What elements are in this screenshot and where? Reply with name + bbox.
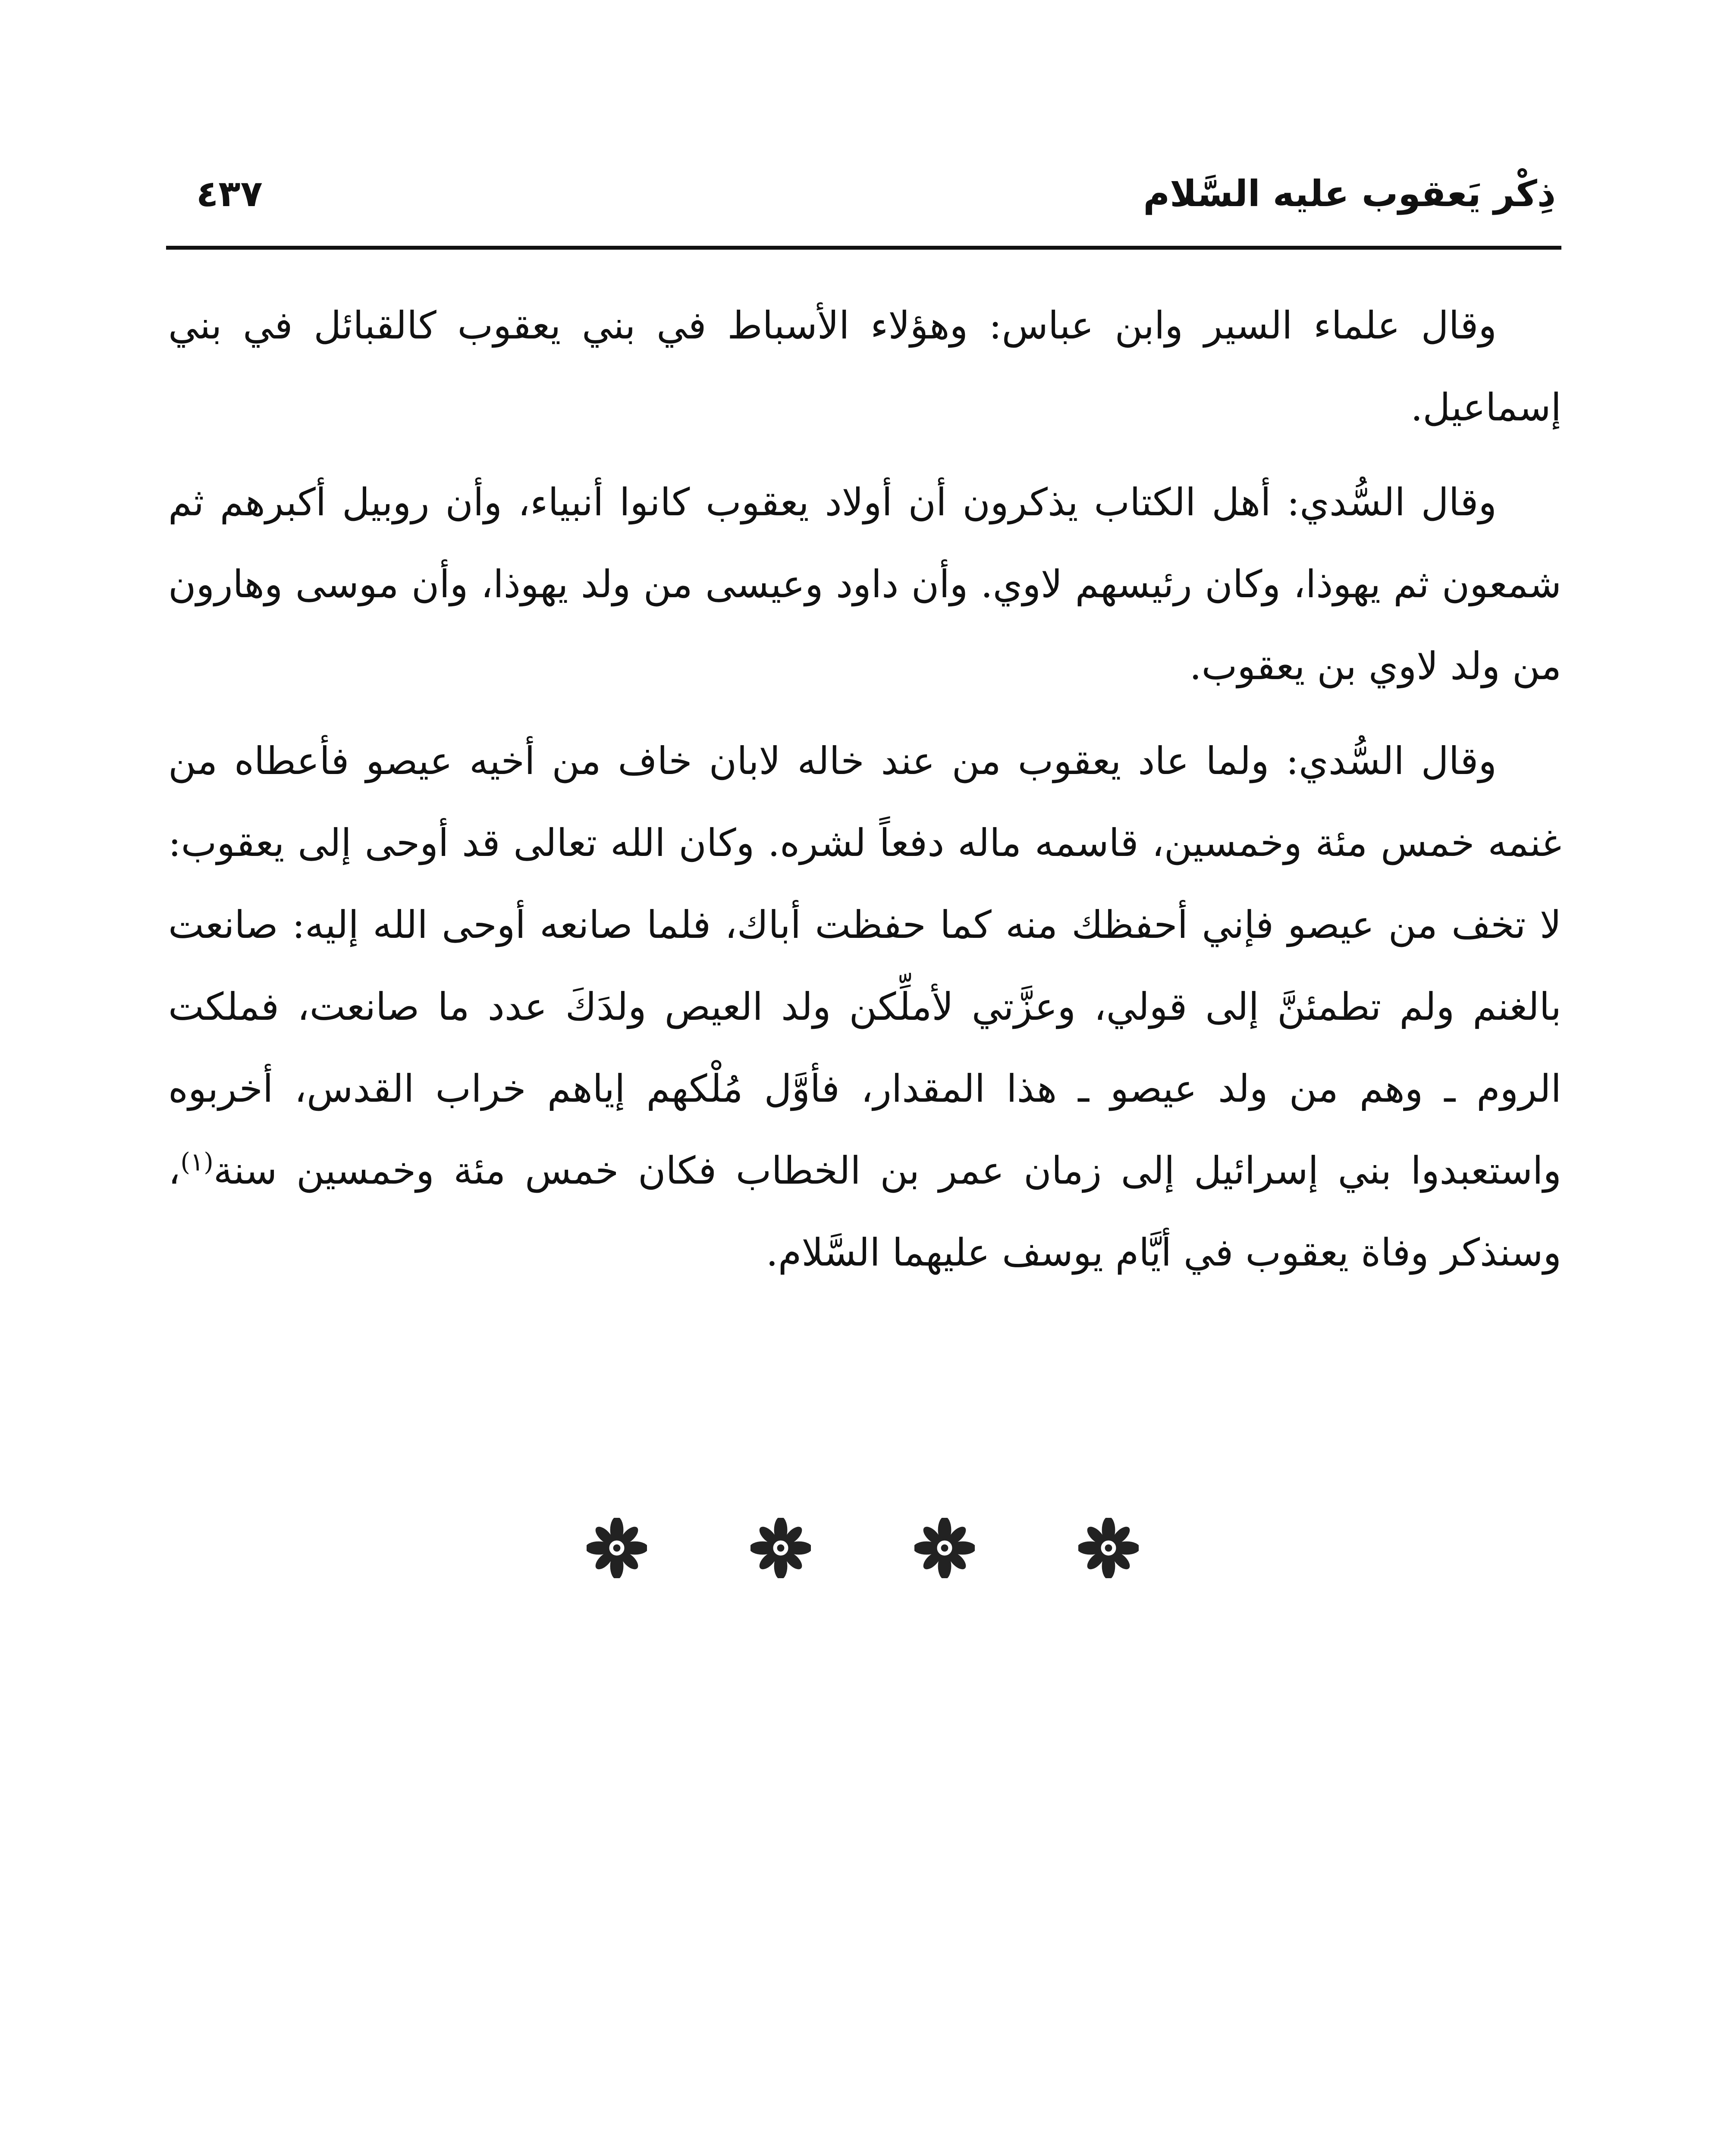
page-number: ٤٣٧	[196, 172, 263, 215]
running-title: ذِكْر يَعقوب عليه السَّلام	[1143, 172, 1556, 215]
flower-ornament-icon	[751, 1518, 811, 1578]
flower-ornament-icon	[587, 1518, 647, 1578]
paragraph-text: ، وسنذكر وفاة يعقوب في أيَّام يوسف عليهما السَّلام.	[168, 1148, 1561, 1275]
flower-ornament-icon	[914, 1518, 975, 1578]
section-divider	[587, 1518, 1139, 1578]
paragraph-text: وقال السُّدي: ولما عاد يعقوب من عند خاله لابان خاف من أخيه عيصو فأعطاه من غنمه خمس مئة وخمسين، قاسمه ماله دفعاً لشره. وكان الله تعالى قد أوحى إلى يعقوب: لا تخف من عيصو فإني أحفظك منه كما حفظت أباك، فلما صانعه أوحى الله إليه: صانعت بالغنم ولم تطمئنَّ إلى قولي، وعزَّتي لأملِّكن ولد العيص ولدَكَ عدد ما صانعت، فملكت الروم ـ وهم من ولد عيصو ـ هذا المقدار، فأوَّل مُلْكهم إياهم خراب القدس، أخربوه واستعبدوا بني إسرائيل إلى زمان عمر بن الخطاب فكان خمس مئة وخمسين سنة	[168, 739, 1562, 1193]
paragraph: وقال علماء السير وابن عباس: وهؤلاء الأسباط في بني يعقوب كالقبائل في بني إسماعيل.	[168, 303, 1561, 429]
header-rule	[166, 246, 1561, 250]
paragraph	[168, 720, 1561, 1294]
footnote-reference: (١)	[180, 1147, 214, 1177]
paragraph: وقال السُّدي: أهل الكتاب يذكرون أن أولاد يعقوب كانوا أنبياء، وأن روبيل أكبرهم ثم شمعون ثم يهوذا، وكان رئيسهم لاوي. وأن داود وعيسى من ولد يهوذا، وأن موسى وهارون من ولد لاوي بن يعقوب.	[168, 480, 1561, 688]
flower-ornament-icon	[1078, 1518, 1139, 1578]
body-text	[168, 285, 1561, 1307]
